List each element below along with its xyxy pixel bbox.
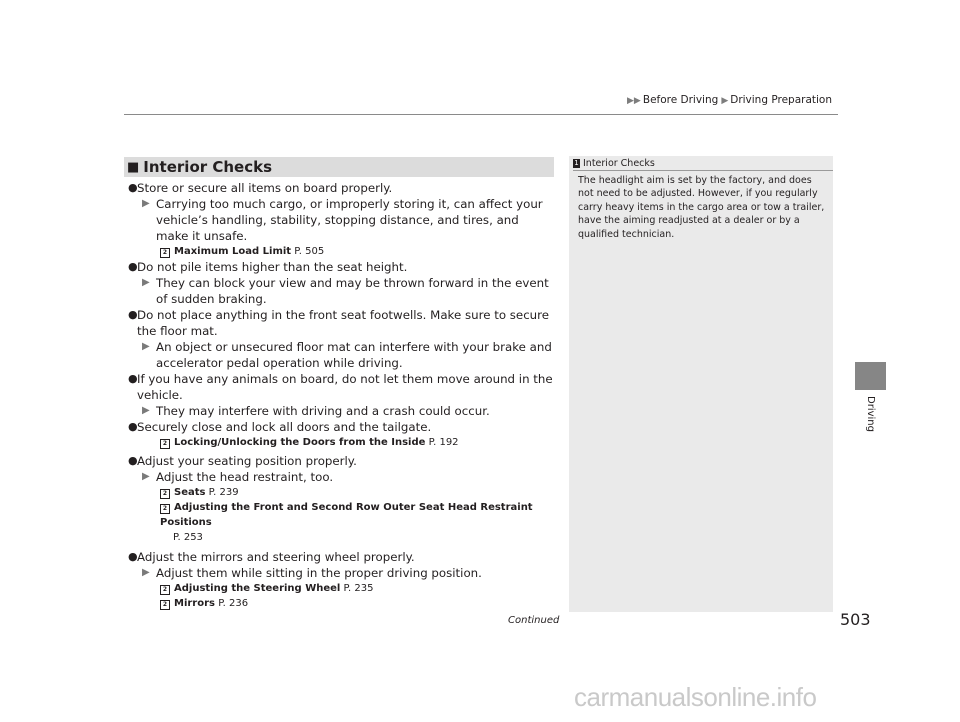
sidebar-note-heading [573,158,655,169]
reference-icon: 2 [160,585,170,595]
triangle-icon: ▶ [142,341,150,352]
cross-reference[interactable]: 2 Adjusting the Front and Second Row Outer Seat Head Restraint Positions P. 253 [160,502,533,543]
cross-reference[interactable]: 2 Mirrors P. 236 [128,596,554,611]
bullet-icon: ● [128,260,138,273]
reference-icon: 2 [160,489,170,499]
bullet-icon: ● [128,372,138,385]
sidebar-note-divider [573,170,833,171]
main-content [128,180,554,611]
arrow-icon: ▶ [721,96,729,106]
list-subitem: ▶ They may interfere with driving and a crash could occur. [142,404,490,418]
triangle-icon: ▶ [142,198,150,209]
page-number: 503 [840,610,871,629]
section-title: Interior Checks [143,158,273,176]
cross-reference[interactable]: 2 Adjusting the Steering Wheel P. 235 [128,581,554,596]
reference-icon: 2 [160,248,170,258]
double-arrow-icon: ▶▶ [627,96,641,106]
triangle-icon: ▶ [142,471,150,482]
sidebar-note-text: The headlight aim is set by the factory, and does not need to be adjusted. However, if you regularly carry heavy items in the cargo area or tow a trailer, have the aiming readjusted at a dealer or by a qualified technician. [578,175,825,240]
list-item: ● Do not place anything in the front seat footwells. Make sure to secure the floor mat. [128,308,550,338]
bullet-icon: ● [128,550,138,563]
sidebar-note [569,156,833,612]
breadcrumb-before-driving: Before Driving [642,94,719,106]
breadcrumb [498,94,832,106]
list-subitem: ▶ They can block your view and may be thrown forward in the event of sudden braking. [142,276,549,306]
reference-icon: 2 [160,600,170,610]
list-item: ● Adjust your seating position properly. [128,454,357,468]
chapter-label: Driving [865,396,876,432]
list-subitem: ▶ Adjust the head restraint, too. [142,470,334,484]
watermark: carmanualsonline.info [574,682,817,712]
sidebar-note-title: Interior Checks [583,158,655,169]
list-item: ● If you have any animals on board, do not let them move around in the vehicle. [128,372,553,402]
header-divider [124,114,838,115]
list-subitem: ▶ Carrying too much cargo, or improperly storing it, can affect your vehicle’s handling, stability, stopping distance, and tires, and make it unsafe. [142,197,543,243]
breadcrumb-driving-preparation: Driving Preparation [730,94,832,106]
cross-reference[interactable]: 2 Maximum Load Limit P. 505 [128,244,554,259]
list-item: ● Adjust the mirrors and steering wheel properly. [128,550,415,564]
cross-reference[interactable]: 2 Locking/Unlocking the Doors from the Inside P. 192 [128,435,554,450]
continued-label: Continued [508,615,560,626]
bullet-icon: ● [128,308,138,321]
list-item: ● Securely close and lock all doors and the tailgate. [128,420,432,434]
cross-reference[interactable]: 2 Seats P. 239 [128,485,554,500]
list-subitem: ▶ An object or unsecured floor mat can interfere with your brake and accelerator pedal operation while driving. [142,340,552,370]
list-subitem: ▶ Adjust them while sitting in the proper driving position. [142,566,482,580]
bullet-icon: ● [128,181,138,194]
reference-icon: 2 [160,439,170,449]
bullet-icon: ● [128,454,138,467]
list-item: ● Store or secure all items on board properly. [128,181,393,195]
note-number-icon: 1 [574,159,579,167]
reference-icon: 2 [160,504,170,514]
section-heading [124,157,554,177]
list-item: ● Do not pile items higher than the seat height. [128,260,408,274]
triangle-icon: ▶ [142,277,150,288]
triangle-icon: ▶ [142,405,150,416]
chapter-tab [855,362,886,390]
bullet-icon: ● [128,420,138,433]
square-bullet-icon: ■ [127,159,140,175]
triangle-icon: ▶ [142,567,150,578]
